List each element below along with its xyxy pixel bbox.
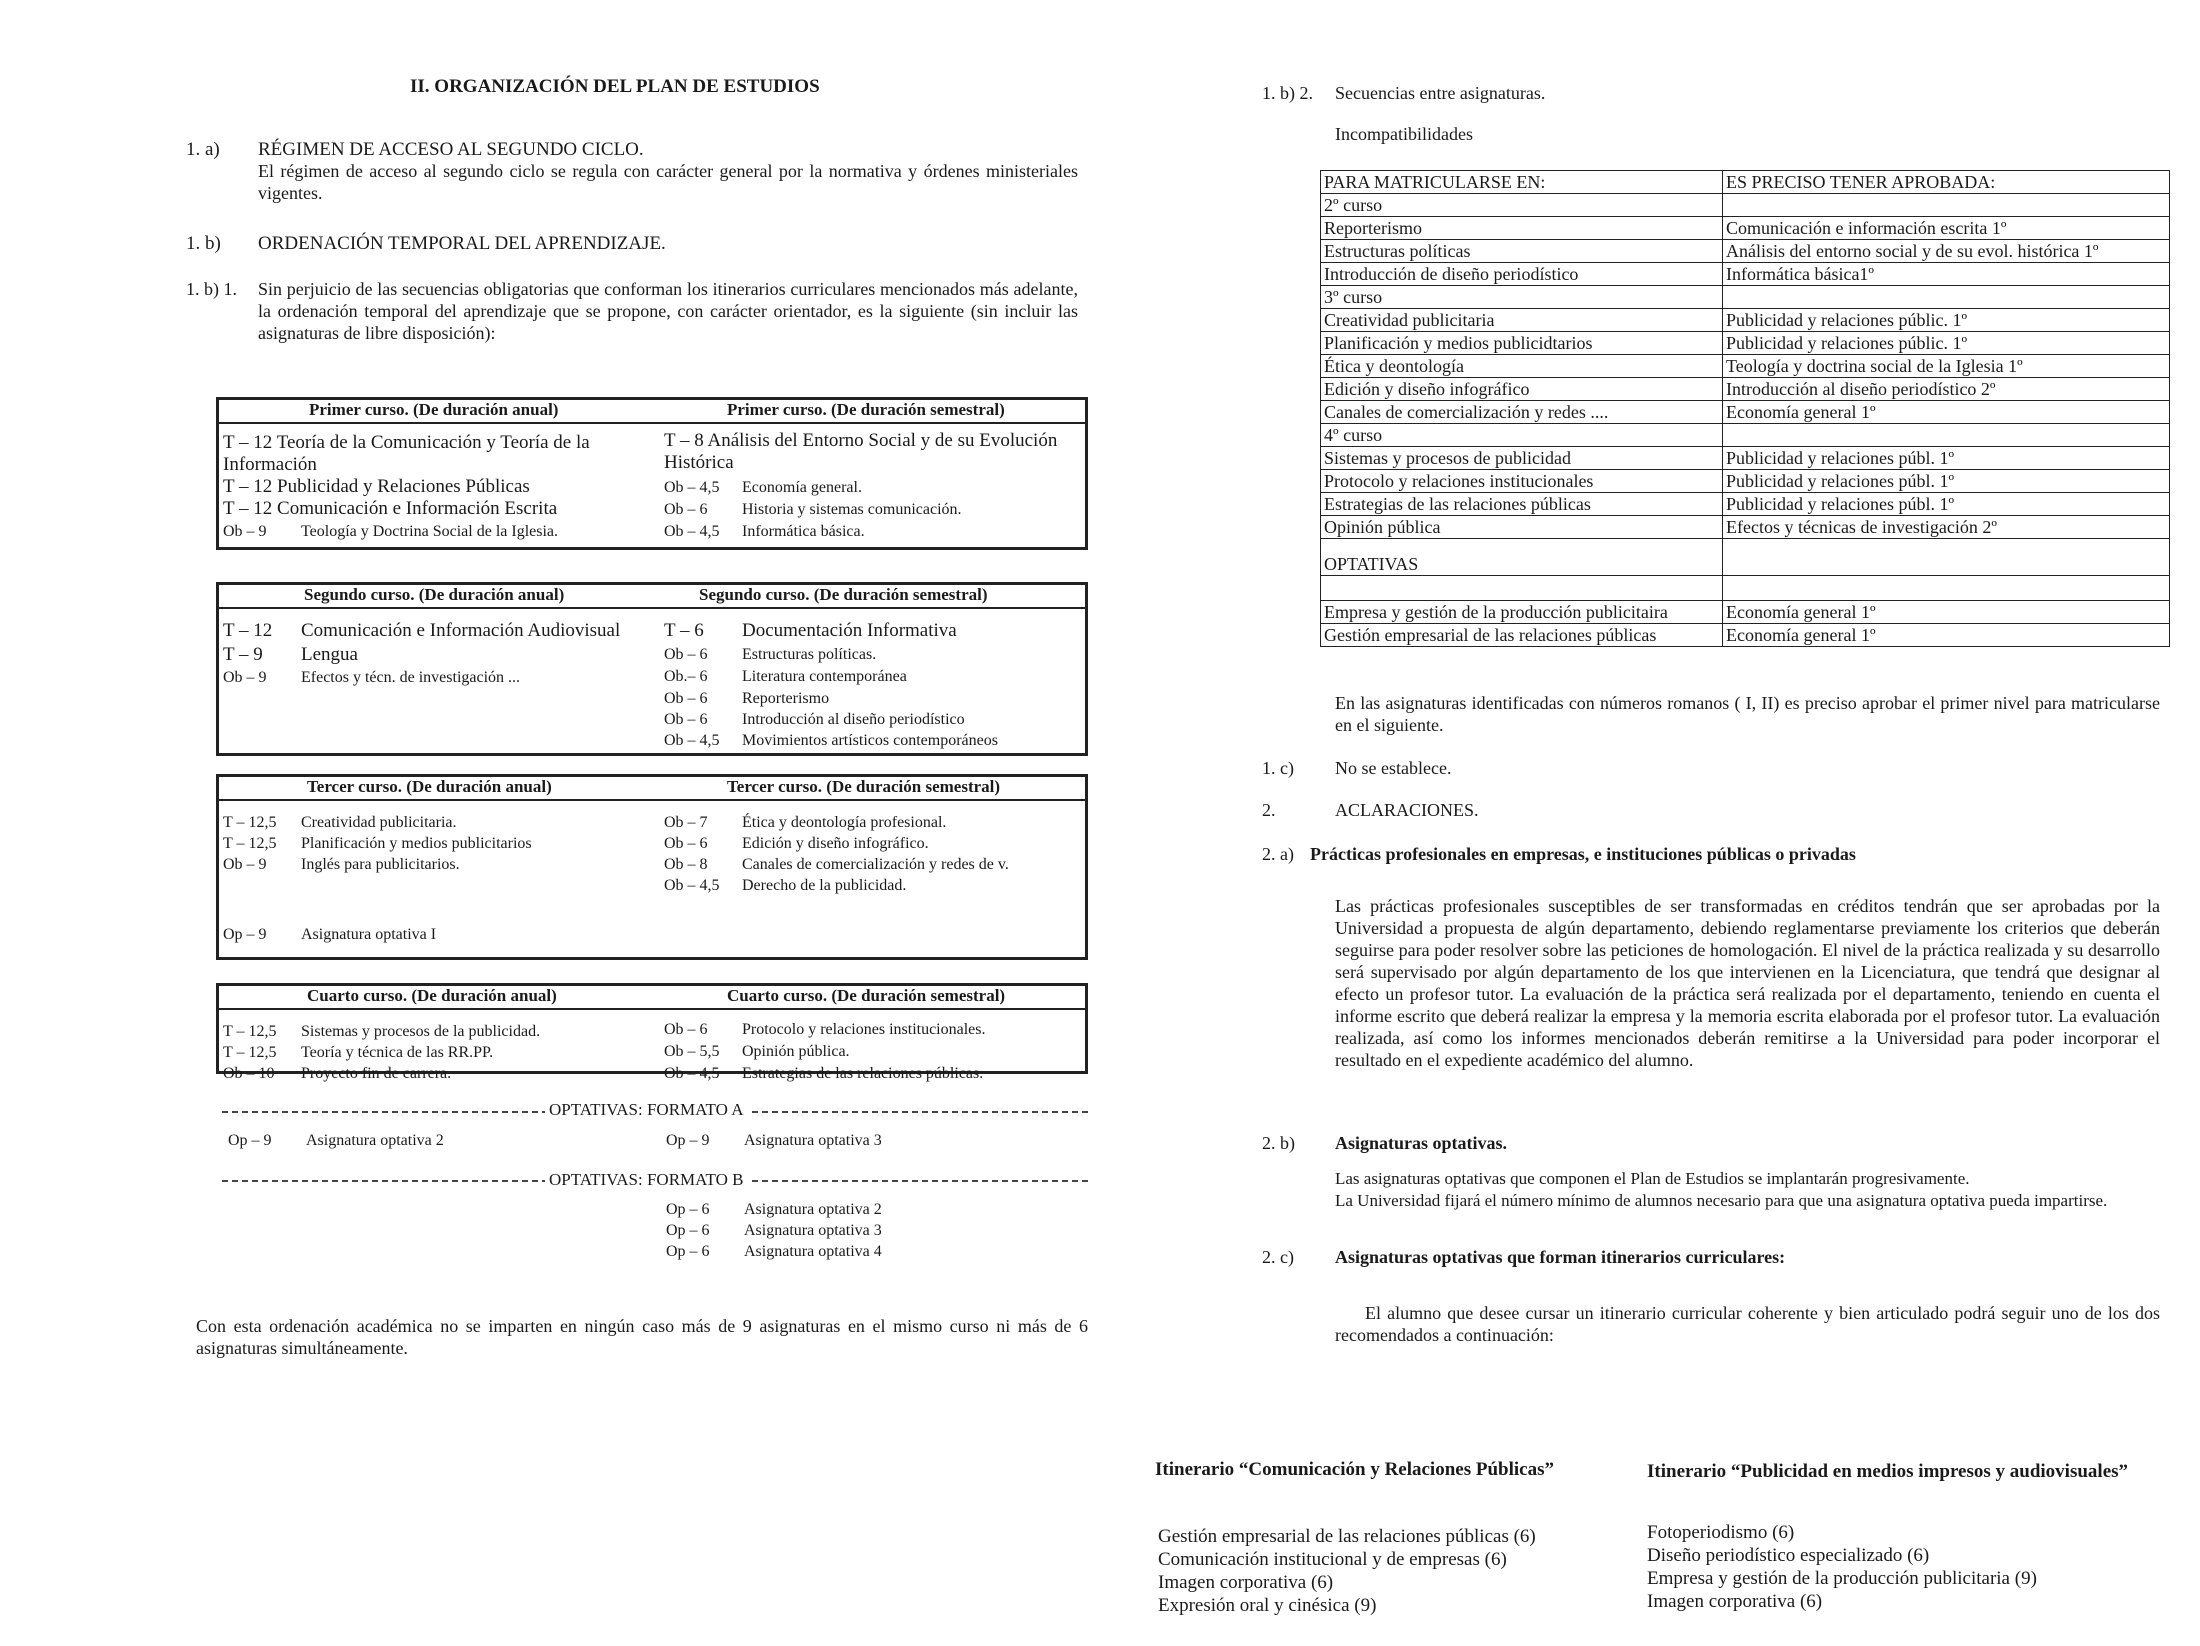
semestral-header: Cuarto curso. (De duración semestral) (727, 986, 1006, 1005)
course-box-first (216, 397, 1088, 550)
table-row (1321, 447, 2170, 470)
table-cell: Publicidad y relaciones públ. 1º (1723, 470, 2170, 493)
course-row: Ob – 7 Ética y deontología profesional. (664, 814, 947, 831)
course-row: Ob – 6 Introducción al diseño periodístico (664, 711, 965, 728)
table-row (1321, 401, 2170, 424)
table-row (1321, 240, 2170, 263)
table-cell: Introducción al diseño periodístico 2º (1723, 378, 2170, 401)
course-row: T – 12 Teoría de la Comunicación y Teoría de la (223, 432, 590, 453)
course-row: Ob – 4,5 Estrategias de las relaciones públicas. (664, 1065, 984, 1082)
table-cell: Ética y deontología (1321, 355, 1723, 378)
section-number: 1. b) 1. (186, 279, 237, 299)
course-row: Ob – 4,5 Movimientos artísticos contemporáneos (664, 732, 998, 749)
table-row (1321, 378, 2170, 401)
table-cell: Efectos y técnicas de investigación 2º (1723, 516, 2170, 539)
itinerary-title: Itinerario “Publicidad en medios impresos y audiovisuales” (1647, 1461, 2129, 1482)
table-cell: Informática básica1º (1723, 263, 2170, 286)
table-cell: Gestión empresarial de las relaciones públicas (1321, 624, 1723, 647)
course-row: Ob – 6 Historia y sistemas comunicación. (664, 501, 962, 518)
course-row: Ob – 6 Edición y diseño infográfico. (664, 835, 929, 852)
semestral-header: Segundo curso. (De duración semestral) (699, 585, 988, 604)
course-row: Ob – 9 Efectos y técn. de investigación ... (223, 669, 521, 686)
table-cell: Estrategias de las relaciones públicas (1321, 493, 1723, 516)
table-row (1321, 355, 2170, 378)
course-row: Op – 6 Asignatura optativa 4 (666, 1243, 882, 1260)
table-cell: Economía general 1º (1723, 601, 2170, 624)
section-heading: ACLARACIONES. (1335, 800, 1479, 820)
table-cell: Opinión pública (1321, 516, 1723, 539)
table-cell: Canales de comercialización y redes .... (1321, 401, 1723, 424)
table-cell: Teología y doctrina social de la Iglesia 1º (1723, 355, 2170, 378)
table-cell (1321, 576, 1723, 601)
section-number: 1. b) 2. (1262, 83, 1313, 103)
itinerary-list (1158, 1525, 1536, 1617)
table-header-cell: PARA MATRICULARSE EN: (1321, 171, 1723, 194)
course-row: T – 12 Publicidad y Relaciones Públicas (223, 476, 530, 497)
course-row: Histórica (664, 452, 734, 473)
course-row: Ob – 9 Inglés para publicitarios. (223, 856, 460, 873)
section-number: 2. a) (1262, 844, 1294, 864)
paragraph: Sin perjuicio de las secuencias obligatorias que conforman los itinerarios curriculares mencionados más adelante, la ordenación temporal del aprendizaje que se propone, con carácter orientador, es la siguiente (sin incluir las asignaturas de libre disposición): (258, 279, 1078, 343)
table-row (1321, 470, 2170, 493)
course-box-header (219, 986, 1085, 1010)
table-row (1321, 332, 2170, 355)
section-number: 1. a) (186, 139, 220, 160)
course-box-third (216, 774, 1088, 960)
course-row: T – 6 Documentación Informativa (664, 620, 957, 641)
course-row: Información (223, 454, 317, 475)
table-row (1321, 576, 2170, 601)
course-row: T – 8 Análisis del Entorno Social y de su Evolución (664, 430, 1058, 451)
closing-paragraph: Con esta ordenación académica no se imparten en ningún caso más de 9 asignaturas en el mismo curso ni más de 6 asignaturas simultáneamente. (196, 1316, 1088, 1358)
paragraph: En las asignaturas identificadas con números romanos ( I, II) es preciso aprobar el primer nivel para matricularse en el siguiente. (1335, 693, 2160, 735)
table-cell (1723, 194, 2170, 217)
table-cell (1723, 539, 2170, 576)
section-number: 1. c) (1262, 758, 1294, 778)
list-item: Expresión oral y cinésica (9) (1158, 1595, 1377, 1616)
section-heading: ORDENACIÓN TEMPORAL DEL APRENDIZAJE. (258, 233, 666, 254)
incompatibilities-table (1320, 170, 2170, 647)
course-row: T – 9 Lengua (223, 644, 358, 665)
section-number: 2. (1262, 800, 1276, 820)
course-row: Ob – 4,5 Informática básica. (664, 523, 865, 540)
annual-header: Primer curso. (De duración anual) (309, 400, 559, 419)
list-item: Comunicación institucional y de empresas (6) (1158, 1549, 1507, 1570)
course-box-second (216, 582, 1088, 756)
table-row (1321, 424, 2170, 447)
course-row: Op – 9 Asignatura optativa 3 (666, 1132, 882, 1149)
semestral-header: Primer curso. (De duración semestral) (727, 400, 1005, 419)
course-row: Ob – 8 Canales de comercialización y redes de v. (664, 856, 1009, 873)
course-row: Ob – 6 Protocolo y relaciones institucionales. (664, 1021, 986, 1038)
table-cell: Publicidad y relaciones públ. 1º (1723, 447, 2170, 470)
formato-a-label: OPTATIVAS: FORMATO A (545, 1100, 748, 1120)
course-row: Op – 6 Asignatura optativa 2 (666, 1201, 882, 1218)
paragraph: Las asignaturas optativas que componen el Plan de Estudios se implantarán progresivamente. (1335, 1169, 1970, 1188)
table-row (1321, 194, 2170, 217)
table-cell: Reporterismo (1321, 217, 1723, 240)
paragraph: Las prácticas profesionales susceptibles de ser transformadas en créditos tendrán que ser aprobadas por la Universidad a propuesta de algún departamento, debiendo reglamentarse previamente los criterios que deberán seguirse para poder resolver sobre las peticiones de homologación. El nivel de la práctica realizada y su desarrollo será supervisado por algún departamento de los que intervienen en la Licenciatura, que tendrá que designar al efecto un profesor tutor. La evaluación de la práctica será realizada por el departamento, teniendo en cuenta el informe escrito que deberá realizar la empresa y la memoria escrita elaborada por el profesor tutor. La evaluación realizada, así como los informes mencionados deberán remitirse a la Universidad para poder incorporar el resultado en el expediente académico del alumno. (1335, 896, 2160, 1070)
table-cell: 4º curso (1321, 424, 1723, 447)
table-cell: Comunicación e información escrita 1º (1723, 217, 2170, 240)
table-cell (1723, 576, 2170, 601)
course-row: Op – 9 Asignatura optativa 2 (228, 1132, 444, 1149)
section-heading: Secuencias entre asignaturas. (1335, 83, 1546, 103)
table-cell: Planificación y medios publicidtarios (1321, 332, 1723, 355)
table-cell: 2º curso (1321, 194, 1723, 217)
course-row: Op – 9 Asignatura optativa I (223, 926, 437, 943)
course-row: Ob – 4,5 Derecho de la publicidad. (664, 877, 907, 894)
table-cell: Protocolo y relaciones institucionales (1321, 470, 1723, 493)
course-row: T – 12 Comunicación e Información Escrita (223, 498, 558, 519)
course-row: Ob – 4,5 Economía general. (664, 479, 862, 496)
itinerary-list (1647, 1521, 2037, 1613)
course-row: Ob – 10 Proyecto fin de carrera. (223, 1065, 452, 1082)
table-cell: Publicidad y relaciones públic. 1º (1723, 309, 2170, 332)
table-cell: Creatividad publicitaria (1321, 309, 1723, 332)
table-cell: Edición y diseño infográfico (1321, 378, 1723, 401)
list-item: Diseño periodístico especializado (6) (1647, 1545, 1930, 1566)
course-row: Ob.– 6 Literatura contemporánea (664, 668, 907, 685)
course-row: T – 12 Comunicación e Información Audiovisual (223, 620, 621, 641)
table-row (1321, 539, 2170, 576)
section-heading: Prácticas profesionales en empresas, e instituciones públicas o privadas (1310, 844, 1856, 864)
course-box-fourth (216, 983, 1088, 1082)
paragraph: El alumno que desee cursar un itinerario curricular coherente y bien articulado podrá seguir uno de los dos recomendados a continuación: (1335, 1303, 2160, 1345)
table-cell: Economía general 1º (1723, 624, 2170, 647)
table-row (1321, 286, 2170, 309)
table-row (1321, 309, 2170, 332)
table-row (1321, 493, 2170, 516)
course-box-header (219, 585, 1085, 609)
subheading: Incompatibilidades (1335, 124, 1473, 144)
itinerary-title: Itinerario “Comunicación y Relaciones Públicas” (1155, 1459, 1554, 1480)
section-number: 2. c) (1262, 1247, 1294, 1267)
list-item: Gestión empresarial de las relaciones públicas (6) (1158, 1526, 1536, 1547)
paragraph: El régimen de acceso al segundo ciclo se regula con carácter general por la normativa y órdenes ministeriales vigentes. (258, 161, 1078, 203)
course-row: Ob – 9 Teología y Doctrina Social de la Iglesia. (223, 523, 559, 540)
section-heading: Asignaturas optativas que forman itinerarios curriculares: (1335, 1247, 1786, 1267)
course-row: Ob – 6 Estructuras políticas. (664, 646, 877, 663)
course-row: T – 12,5 Creatividad publicitaria. (223, 814, 457, 831)
table-row (1321, 624, 2170, 647)
course-row: T – 12,5 Teoría y técnica de las RR.PP. (223, 1044, 494, 1061)
table-cell: Empresa y gestión de la producción publicitaira (1321, 601, 1723, 624)
course-row: Ob – 6 Reporterismo (664, 690, 830, 707)
formato-b-label: OPTATIVAS: FORMATO B (545, 1170, 748, 1190)
table-header-row (1321, 171, 2170, 194)
table-cell (1723, 424, 2170, 447)
list-item: Imagen corporativa (6) (1647, 1591, 1823, 1612)
table-row (1321, 601, 2170, 624)
semestral-header: Tercer curso. (De duración semestral) (727, 777, 1001, 796)
table-cell: Publicidad y relaciones públ. 1º (1723, 493, 2170, 516)
paragraph: La Universidad fijará el número mínimo de alumnos necesario para que una asignatura optativa pueda impartirse. (1335, 1191, 2108, 1210)
table-cell (1723, 286, 2170, 309)
page-title: II. ORGANIZACIÓN DEL PLAN DE ESTUDIOS (410, 76, 820, 97)
list-item: Imagen corporativa (6) (1158, 1572, 1334, 1593)
list-item: Empresa y gestión de la producción publicitaria (9) (1647, 1568, 2037, 1589)
table-row (1321, 263, 2170, 286)
course-box-header (219, 400, 1085, 424)
annual-header: Tercer curso. (De duración anual) (307, 777, 552, 796)
course-row: T – 12,5 Planificación y medios publicitarios (223, 835, 532, 852)
table-cell: Análisis del entorno social y de su evol. histórica 1º (1723, 240, 2170, 263)
course-row: T – 12,5 Sistemas y procesos de la publicidad. (223, 1023, 541, 1040)
table-row (1321, 217, 2170, 240)
course-row: Ob – 5,5 Opinión pública. (664, 1043, 850, 1060)
table-cell: OPTATIVAS (1321, 539, 1723, 576)
section-heading: Asignaturas optativas. (1335, 1133, 1508, 1153)
annual-header: Cuarto curso. (De duración anual) (307, 986, 557, 1005)
section-number: 1. b) (186, 233, 221, 254)
section-text: No se establece. (1335, 758, 1452, 778)
table-header-cell: ES PRECISO TENER APROBADA: (1723, 171, 2170, 194)
table-cell: Publicidad y relaciones públic. 1º (1723, 332, 2170, 355)
course-row: Op – 6 Asignatura optativa 3 (666, 1222, 882, 1239)
annual-header: Segundo curso. (De duración anual) (304, 585, 565, 604)
table-cell: Sistemas y procesos de publicidad (1321, 447, 1723, 470)
section-number: 2. b) (1262, 1133, 1295, 1153)
table-cell: Introducción de diseño periodístico (1321, 263, 1723, 286)
list-item: Fotoperiodismo (6) (1647, 1522, 1795, 1543)
table-cell: Economía general 1º (1723, 401, 2170, 424)
section-heading: RÉGIMEN DE ACCESO AL SEGUNDO CICLO. (258, 139, 644, 160)
table-cell: Estructuras políticas (1321, 240, 1723, 263)
course-box-header (219, 777, 1085, 801)
table-cell: 3º curso (1321, 286, 1723, 309)
table-row (1321, 516, 2170, 539)
